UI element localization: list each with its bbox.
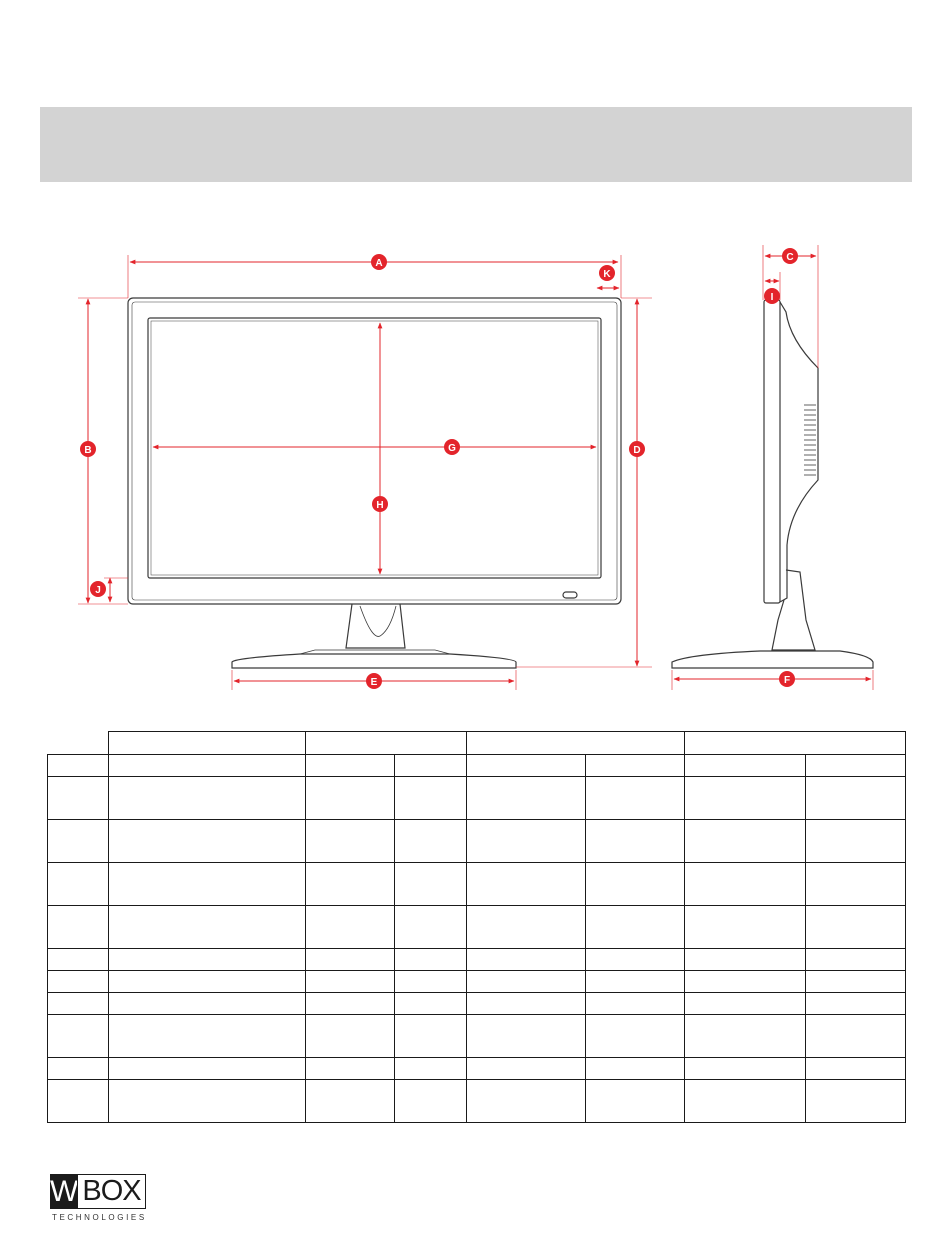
dimension-lines: [78, 245, 873, 690]
logo-box: BOX: [77, 1174, 146, 1209]
badge-e: [366, 673, 382, 689]
table-cell: [395, 1080, 467, 1123]
table-cell: [467, 949, 586, 971]
table-cell: [306, 1015, 395, 1058]
table-cell: [467, 1015, 586, 1058]
logo-subtitle: TECHNOLOGIES: [52, 1213, 147, 1222]
header-group-3: [467, 732, 685, 755]
side-back-housing: [780, 302, 818, 602]
table-cell: [306, 1058, 395, 1080]
badge-j: [90, 581, 106, 597]
svg-text:B: B: [84, 445, 92, 456]
front-neck: [346, 604, 405, 648]
table-cell: [395, 993, 467, 1015]
table-cell: [806, 949, 906, 971]
header-group-2: [306, 732, 467, 755]
table-cell: [467, 1058, 586, 1080]
table-cell: [395, 971, 467, 993]
table-cell: [395, 755, 467, 777]
table-cell: [48, 971, 109, 993]
table-cell: [685, 993, 806, 1015]
table-cell: [48, 1015, 109, 1058]
table-cell: [306, 906, 395, 949]
table-row: [48, 1058, 906, 1080]
front-screen: [148, 318, 601, 578]
table-cell: [48, 1080, 109, 1123]
table-cell: [685, 777, 806, 820]
front-view: [128, 298, 621, 668]
table-cell: [806, 755, 906, 777]
table-cell: [395, 949, 467, 971]
table-cell: [395, 1058, 467, 1080]
table-cell: [109, 906, 306, 949]
table-cell: [806, 777, 906, 820]
table-row: [48, 1080, 906, 1123]
table-cell: [306, 863, 395, 906]
table-cell: [395, 1015, 467, 1058]
table-row: [48, 949, 906, 971]
table-cell: [586, 949, 685, 971]
table-cell: [685, 755, 806, 777]
table-cell: [48, 777, 109, 820]
badge-c: [782, 248, 798, 264]
table-cell: [685, 949, 806, 971]
table-row: [48, 777, 906, 820]
table-cell: [467, 1080, 586, 1123]
badge-b: [80, 441, 96, 457]
wbox-logo: [50, 1174, 147, 1222]
svg-text:H: H: [376, 500, 384, 511]
table-cell: [806, 863, 906, 906]
table-cell: [586, 993, 685, 1015]
table-cell: [467, 863, 586, 906]
side-stand: [772, 570, 815, 650]
table-cell: [586, 906, 685, 949]
svg-text:I: I: [770, 292, 774, 303]
table-cell: [109, 1015, 306, 1058]
svg-text:E: E: [370, 677, 378, 688]
table-cell: [806, 1080, 906, 1123]
table-cell: [806, 1015, 906, 1058]
table-cell: [685, 1058, 806, 1080]
badge-f: [779, 671, 795, 687]
table-cell: [467, 993, 586, 1015]
table-cell: [48, 906, 109, 949]
table-row: [48, 993, 906, 1015]
table-cell: [685, 1015, 806, 1058]
table-cell: [586, 1080, 685, 1123]
table-cell: [586, 1058, 685, 1080]
header-group-4: [685, 732, 906, 755]
table-cell: [109, 993, 306, 1015]
header-group-1: [109, 732, 306, 755]
table-cell: [806, 820, 906, 863]
svg-text:A: A: [375, 258, 383, 269]
table-row: [48, 863, 906, 906]
spec-table: [47, 731, 906, 1123]
table-cell: [306, 777, 395, 820]
front-bezel: [128, 298, 621, 604]
side-vent: [804, 405, 816, 475]
table-cell: [109, 755, 306, 777]
table-row: [48, 820, 906, 863]
table-cell: [586, 820, 685, 863]
table-cell: [685, 1080, 806, 1123]
table-cell: [48, 949, 109, 971]
svg-text:F: F: [783, 675, 791, 686]
table-cell: [806, 971, 906, 993]
svg-text:J: J: [95, 585, 101, 596]
table-cell: [109, 820, 306, 863]
table-cell: [306, 949, 395, 971]
table-cell: [467, 755, 586, 777]
table-cell: [467, 820, 586, 863]
table-cell: [48, 755, 109, 777]
table-cell: [586, 971, 685, 993]
table-cell: [685, 863, 806, 906]
svg-text:K: K: [603, 269, 611, 280]
table-cell: [467, 777, 586, 820]
table-row: [48, 1015, 906, 1058]
table-cell: [109, 863, 306, 906]
table-cell: [395, 863, 467, 906]
table-cell: [586, 755, 685, 777]
table-cell: [395, 906, 467, 949]
table-row: [48, 906, 906, 949]
table-cell: [306, 755, 395, 777]
table-row: [48, 971, 906, 993]
table-cell: [586, 863, 685, 906]
table-cell: [685, 820, 806, 863]
table-cell: [109, 971, 306, 993]
badge-g: [444, 439, 460, 455]
badge-i: [764, 288, 780, 304]
badge-h: [372, 496, 388, 512]
table-cell: [306, 820, 395, 863]
table-row: [48, 755, 906, 777]
svg-text:C: C: [786, 252, 794, 263]
table-cell: [467, 971, 586, 993]
power-button: [563, 592, 577, 598]
badge-k: [599, 265, 615, 281]
table-header-row: [48, 732, 906, 755]
logo-w: W: [50, 1175, 79, 1208]
front-base: [232, 654, 516, 668]
svg-text:D: D: [633, 445, 641, 456]
table-cell: [306, 993, 395, 1015]
table-cell: [109, 1080, 306, 1123]
table-cell: [395, 820, 467, 863]
table-cell: [48, 1058, 109, 1080]
badge-a: [371, 254, 387, 270]
table-cell: [685, 971, 806, 993]
table-cell: [806, 906, 906, 949]
side-view: [672, 300, 873, 668]
table-cell: [586, 1015, 685, 1058]
side-base: [672, 651, 873, 668]
table-cell: [48, 993, 109, 1015]
table-cell: [306, 971, 395, 993]
table-cell: [685, 906, 806, 949]
table-cell: [109, 949, 306, 971]
svg-text:G: G: [448, 443, 456, 454]
table-cell: [109, 777, 306, 820]
table-cell: [306, 1080, 395, 1123]
side-panel: [764, 300, 780, 603]
table-cell: [806, 1058, 906, 1080]
table-cell: [467, 906, 586, 949]
badge-d: [629, 441, 645, 457]
table-cell: [586, 777, 685, 820]
table-cell: [395, 777, 467, 820]
table-cell: [806, 993, 906, 1015]
table-cell: [48, 820, 109, 863]
table-cell: [109, 1058, 306, 1080]
table-cell: [48, 863, 109, 906]
